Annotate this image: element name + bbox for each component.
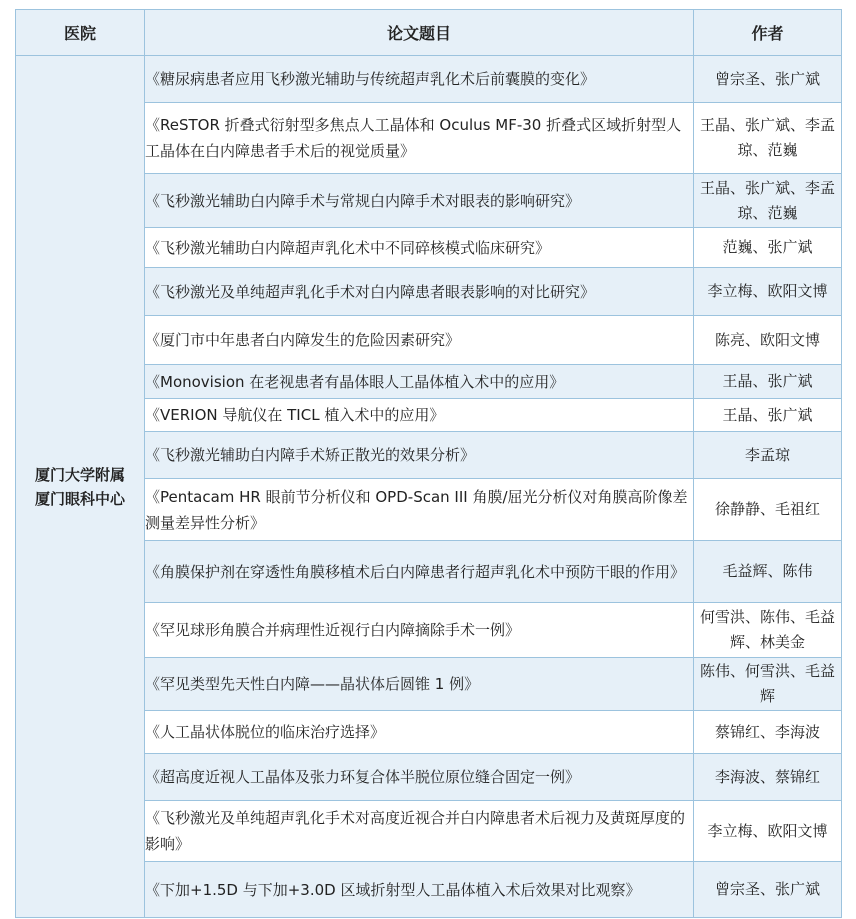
paper-title: 《罕见球形角膜合并病理性近视行白内障摘除手术一例》 bbox=[145, 603, 694, 658]
paper-authors: 王晶、张广斌、李孟琼、范巍 bbox=[694, 174, 842, 228]
header-author: 作者 bbox=[694, 10, 842, 56]
paper-authors: 范巍、张广斌 bbox=[694, 228, 842, 268]
paper-authors: 王晶、张广斌 bbox=[694, 399, 842, 432]
paper-title: 《飞秒激光辅助白内障超声乳化术中不同碎核模式临床研究》 bbox=[145, 228, 694, 268]
paper-authors: 蔡锦红、李海波 bbox=[694, 711, 842, 754]
paper-title: 《飞秒激光辅助白内障手术与常规白内障手术对眼表的影响研究》 bbox=[145, 174, 694, 228]
paper-title: 《糖尿病患者应用飞秒激光辅助与传统超声乳化术后前囊膜的变化》 bbox=[145, 56, 694, 103]
paper-title: 《下加+1.5D 与下加+3.0D 区域折射型人工晶体植入术后效果对比观察》 bbox=[145, 862, 694, 918]
paper-authors: 徐静静、毛祖红 bbox=[694, 479, 842, 541]
paper-title: 《飞秒激光及单纯超声乳化手术对白内障患者眼表影响的对比研究》 bbox=[145, 268, 694, 316]
paper-title: 《Monovision 在老视患者有晶体眼人工晶体植入术中的应用》 bbox=[145, 365, 694, 399]
hospital-name-line2: 厦门眼科中心 bbox=[34, 489, 125, 508]
paper-title: 《人工晶状体脱位的临床治疗选择》 bbox=[145, 711, 694, 754]
paper-title: 《飞秒激光辅助白内障手术矫正散光的效果分析》 bbox=[145, 432, 694, 479]
header-hospital: 医院 bbox=[16, 10, 145, 56]
paper-title: 《罕见类型先天性白内障——晶状体后圆锥 1 例》 bbox=[145, 658, 694, 711]
paper-authors: 李海波、蔡锦红 bbox=[694, 754, 842, 801]
hospital-name-line1: 厦门大学附属 bbox=[34, 465, 125, 484]
paper-authors: 毛益辉、陈伟 bbox=[694, 541, 842, 603]
hospital-cell bbox=[16, 56, 145, 918]
papers-table bbox=[15, 9, 842, 918]
paper-title: 《Pentacam HR 眼前节分析仪和 OPD-Scan III 角膜/屈光分析仪对角膜高阶像差测量差异性分析》 bbox=[145, 479, 694, 541]
paper-title: 《ReSTOR 折叠式衍射型多焦点人工晶体和 Oculus MF-30 折叠式区域折射型人工晶体在白内障患者手术后的视觉质量》 bbox=[145, 103, 694, 174]
header-row bbox=[16, 10, 842, 56]
paper-title: 《超高度近视人工晶体及张力环复合体半脱位原位缝合固定一例》 bbox=[145, 754, 694, 801]
paper-authors: 李孟琼 bbox=[694, 432, 842, 479]
paper-title: 《厦门市中年患者白内障发生的危险因素研究》 bbox=[145, 316, 694, 365]
paper-authors: 李立梅、欧阳文博 bbox=[694, 801, 842, 862]
paper-authors: 何雪洪、陈伟、毛益辉、林美金 bbox=[694, 603, 842, 658]
paper-authors: 李立梅、欧阳文博 bbox=[694, 268, 842, 316]
paper-authors: 曾宗圣、张广斌 bbox=[694, 56, 842, 103]
paper-title: 《飞秒激光及单纯超声乳化手术对高度近视合并白内障患者术后视力及黄斑厚度的影响》 bbox=[145, 801, 694, 862]
paper-authors: 陈伟、何雪洪、毛益辉 bbox=[694, 658, 842, 711]
table-row bbox=[16, 56, 842, 103]
paper-title: 《角膜保护剂在穿透性角膜移植术后白内障患者行超声乳化术中预防干眼的作用》 bbox=[145, 541, 694, 603]
header-title: 论文题目 bbox=[145, 10, 694, 56]
paper-authors: 陈亮、欧阳文博 bbox=[694, 316, 842, 365]
paper-authors: 曾宗圣、张广斌 bbox=[694, 862, 842, 918]
paper-title: 《VERION 导航仪在 TICL 植入术中的应用》 bbox=[145, 399, 694, 432]
paper-authors: 王晶、张广斌 bbox=[694, 365, 842, 399]
paper-authors: 王晶、张广斌、李孟琼、范巍 bbox=[694, 103, 842, 174]
